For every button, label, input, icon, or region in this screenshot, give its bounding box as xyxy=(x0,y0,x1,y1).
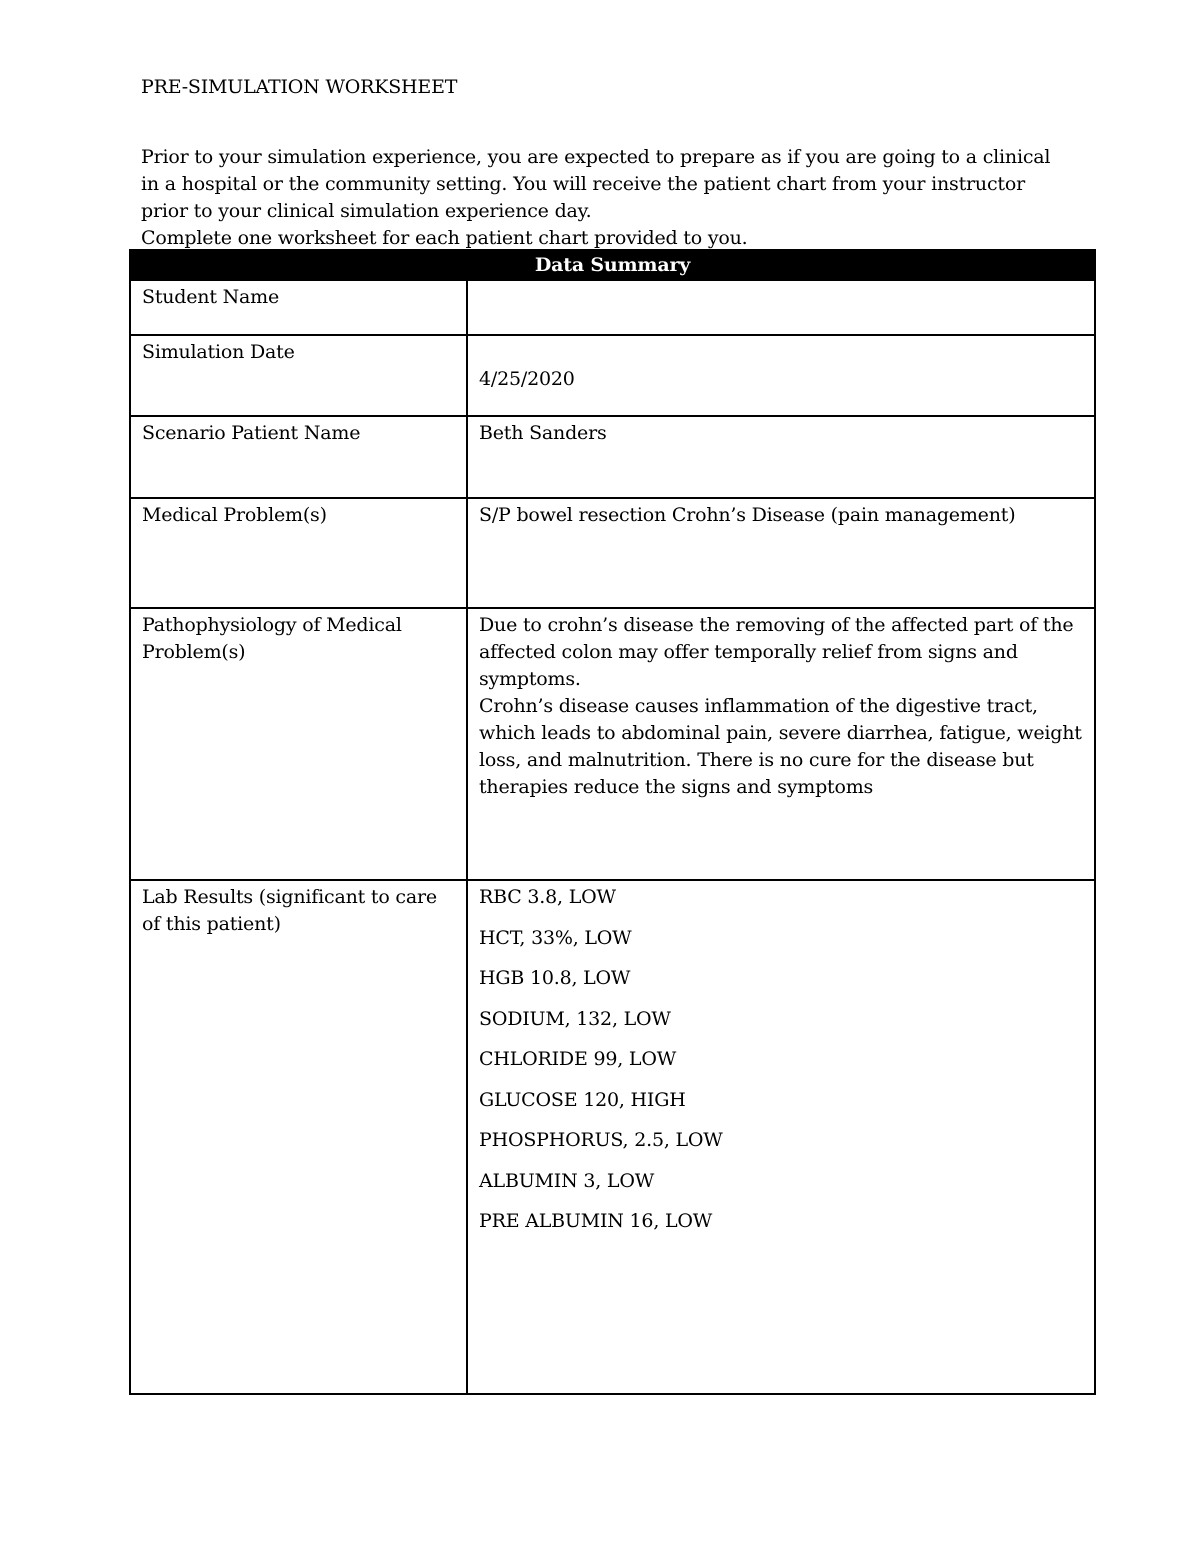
table-row-patient-name xyxy=(130,416,1095,498)
lab-result-item: ALBUMIN 3, LOW xyxy=(479,1169,655,1192)
table-row-student-name xyxy=(130,280,1095,335)
lab-result-item: HGB 10.8, LOW xyxy=(479,967,631,989)
lab-results-cell xyxy=(467,880,1095,1394)
patient-name-value: Beth Sanders xyxy=(467,416,1095,498)
patient-name-label: Scenario Patient Name xyxy=(130,416,467,498)
pathophysiology-label: Pathophysiology of Medical Problem(s) xyxy=(130,608,467,880)
table-header-row xyxy=(130,250,1095,280)
student-name-label: Student Name xyxy=(130,280,467,335)
lab-result-item: SODIUM, 132, LOW xyxy=(479,1007,671,1030)
student-name-value xyxy=(467,280,1095,335)
lab-results-label: Lab Results (significant to care of this patient) xyxy=(130,880,467,1394)
lab-result-item: PHOSPHORUS, 2.5, LOW xyxy=(479,1129,723,1151)
intro-line: Prior to your simulation experience, you are expected to prepare as if you are going to a clinical xyxy=(141,146,1051,168)
lab-result-item: GLUCOSE 120, HIGH xyxy=(479,1088,686,1111)
medical-problems-value: S/P bowel resection Crohn’s Disease (pain management) xyxy=(467,498,1095,608)
lab-result-item: CHLORIDE 99, LOW xyxy=(479,1048,677,1070)
intro-line: prior to your clinical simulation experience day. xyxy=(141,200,592,222)
table-row-medical-problems xyxy=(130,498,1095,608)
page-title: PRE-SIMULATION WORKSHEET xyxy=(141,76,458,98)
lab-results-list xyxy=(479,884,1084,1249)
lab-result-item: RBC 3.8, LOW xyxy=(479,886,616,908)
lab-result-item: HCT, 33%, LOW xyxy=(479,926,632,949)
simulation-date-label: Simulation Date xyxy=(130,335,467,416)
intro-paragraph xyxy=(141,144,1101,252)
lab-result-item: PRE ALBUMIN 16, LOW xyxy=(479,1210,713,1232)
pathophysiology-cell xyxy=(467,608,1095,880)
pathophysiology-paragraph-1: Due to crohn’s disease the removing of the affected part of the affected colon may offer temporally relief from signs and symptoms. xyxy=(479,614,1074,690)
pathophysiology-paragraph-2: Crohn’s disease causes inflammation of the digestive tract, which leads to abdominal pain, severe diarrhea, fatigue, weight loss, and malnutrition. There is no cure for the disease but therapies reduce the signs and symptoms xyxy=(479,695,1082,798)
simulation-date-cell xyxy=(467,335,1095,416)
data-summary-table xyxy=(129,249,1096,1395)
intro-line: in a hospital or the community setting. You will receive the patient chart from your instructor xyxy=(141,173,1025,195)
table-row-pathophysiology xyxy=(130,608,1095,880)
table-row-simulation-date xyxy=(130,335,1095,416)
table-title: Data Summary xyxy=(130,250,1095,280)
table-row-lab-results xyxy=(130,880,1095,1394)
simulation-date-value: 4/25/2020 xyxy=(479,368,575,390)
medical-problems-label: Medical Problem(s) xyxy=(130,498,467,608)
intro-line: Complete one worksheet for each patient chart provided to you. xyxy=(141,227,748,249)
